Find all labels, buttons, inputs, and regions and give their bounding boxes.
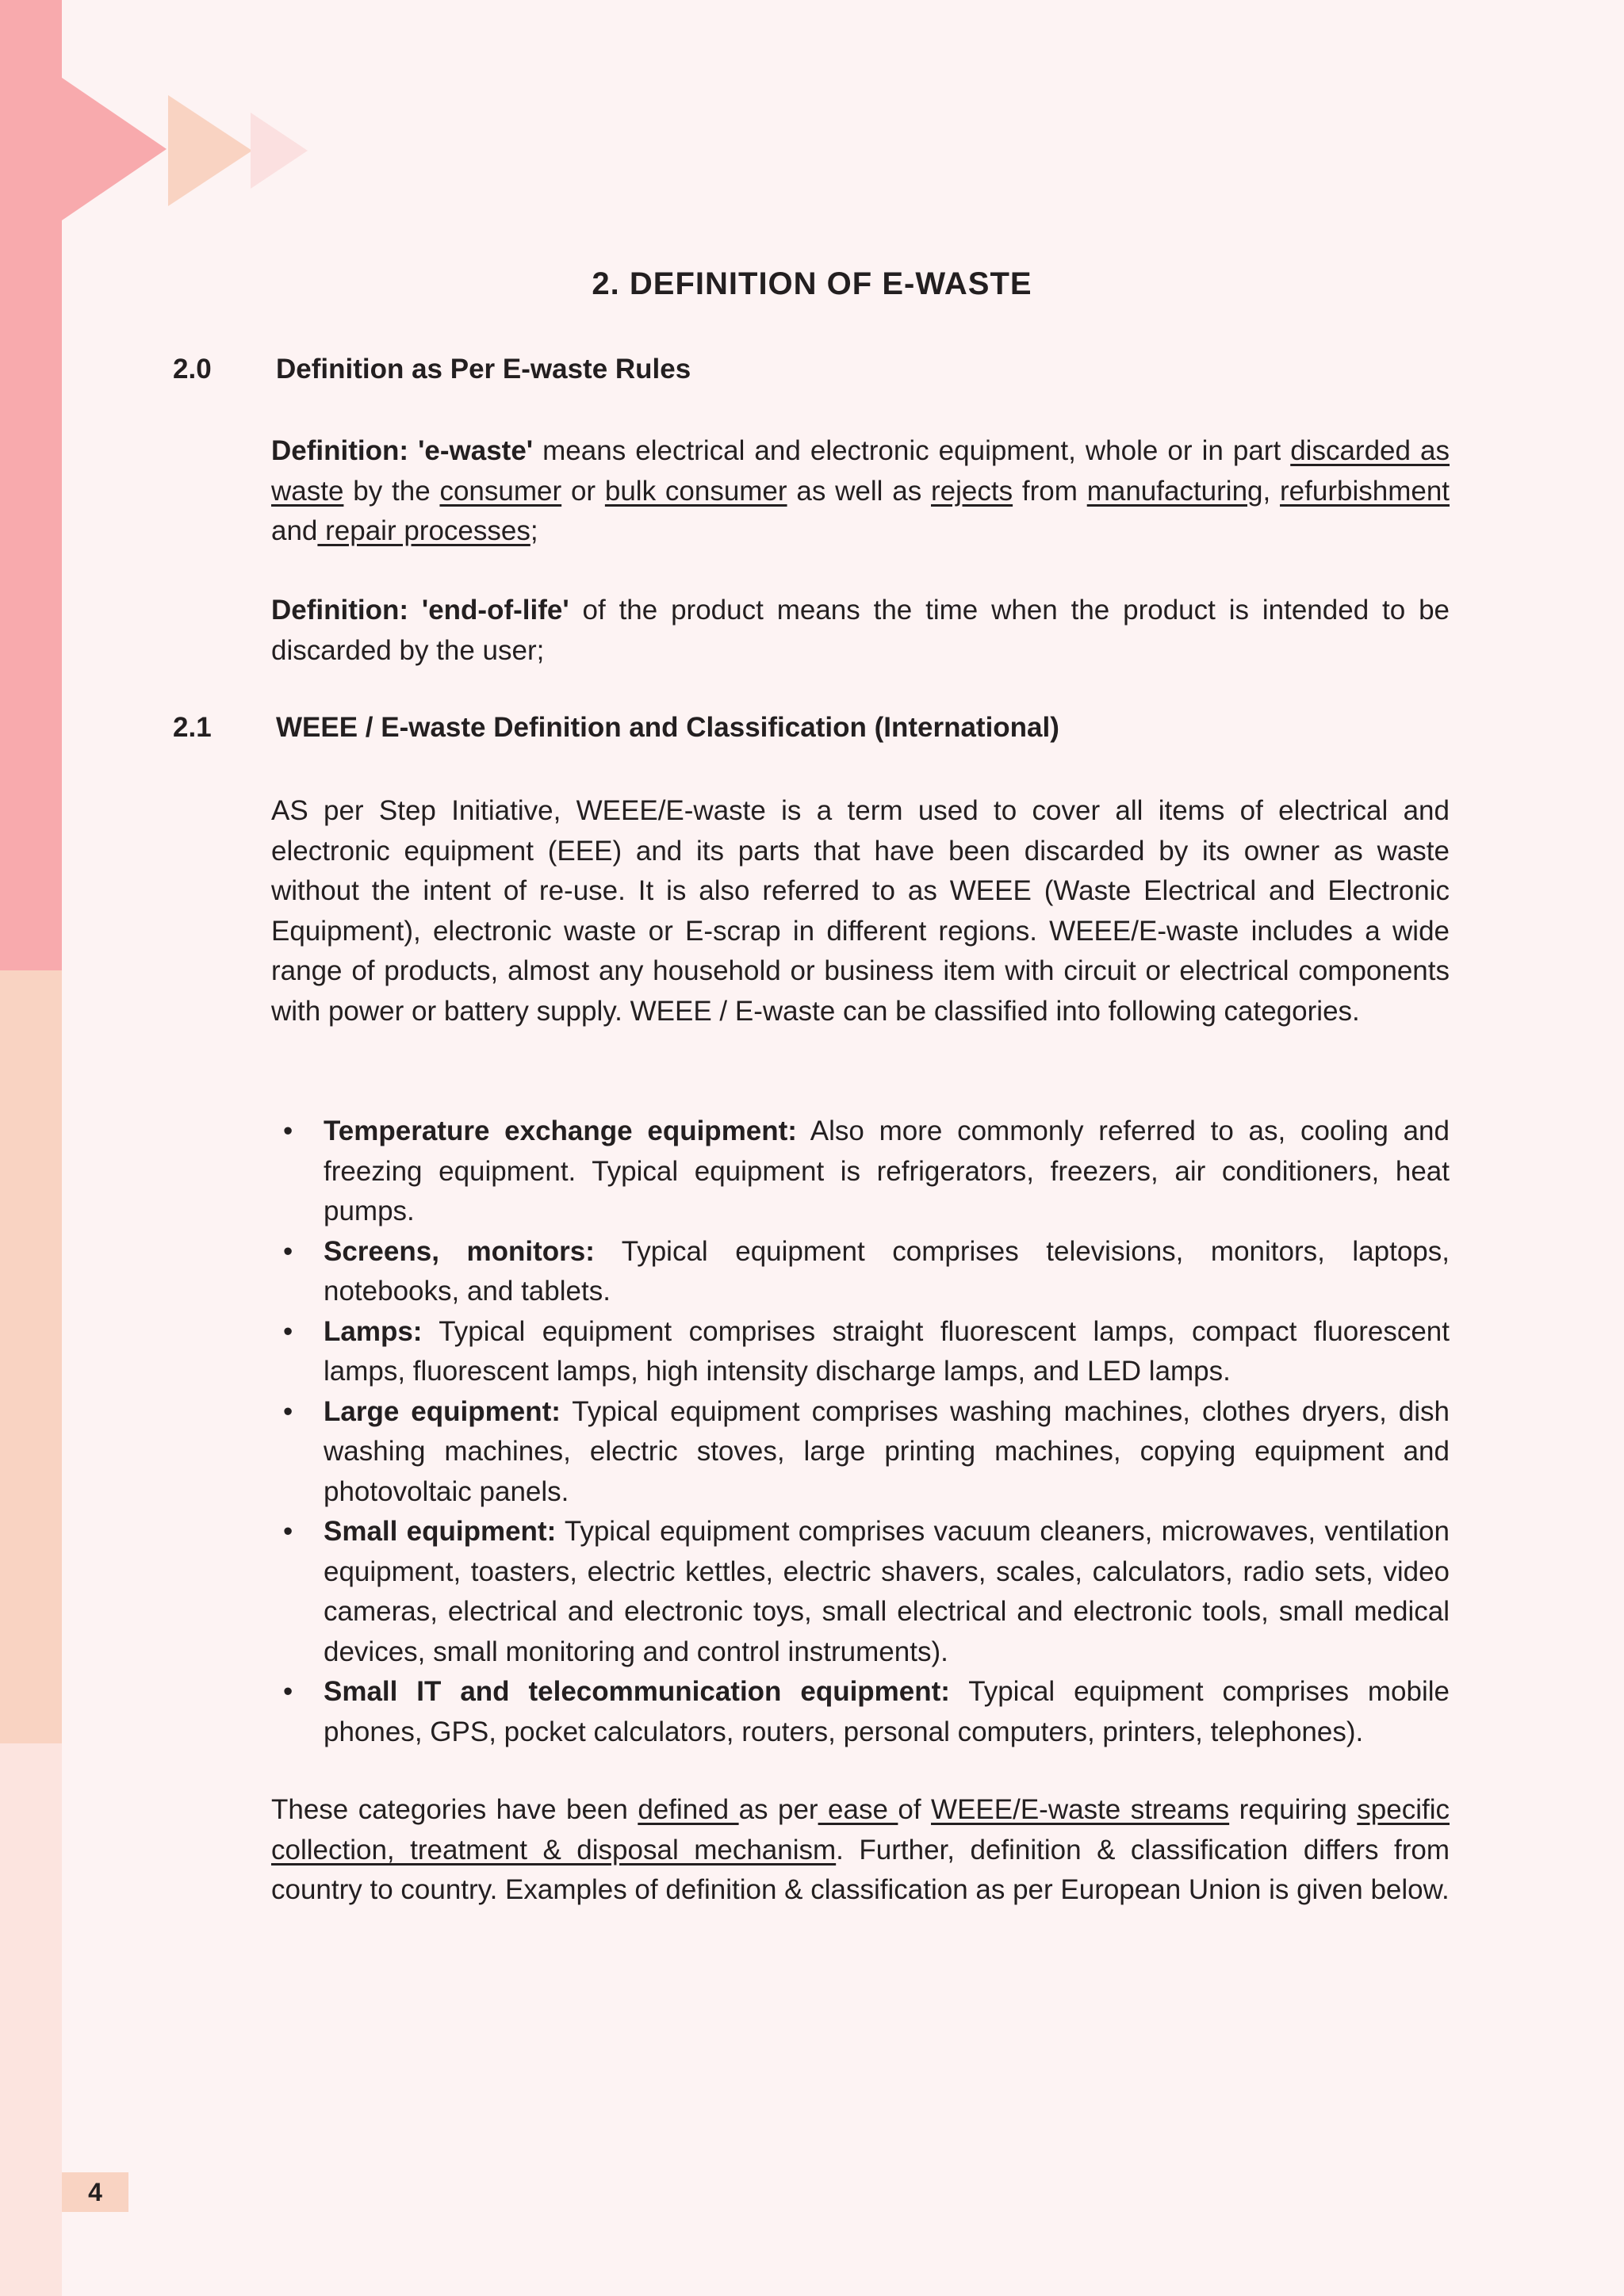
intro-paragraph: AS per Step Initiative, WEEE/E-waste is a term used to cover all items of electrical and electronic equipment (EEE) and its parts that have been discarded by its owner as waste without the intent of re-use. It is also referred to as WEEE (Waste Electrical and Electronic Equipment), electronic waste or E-scrap in different regions. WEEE/E-waste includes a wide range of products, almost any household or business item with circuit or electrical components with power or battery supply. WEEE / E-waste can be classified into following categories. xyxy=(271,795,1450,1027)
list-item: • Small IT and telecommunication equipment: Typical equipment comprises mobile phones, GPS, pocket calculators, routers, personal computers, printers, telephones). xyxy=(283,1676,1450,1747)
list-item: • Lamps: Typical equipment comprises straight fluorescent lamps, compact fluorescent lamps, fluorescent lamps, high intensity discharge lamps, and LED lamps. xyxy=(283,1315,1450,1387)
page-number: 4 xyxy=(62,2172,128,2212)
list-item: • Temperature exchange equipment: Also more commonly referred to as, cooling and freezing equipment. Typical equipment is refrigerators, freezers, air conditioners, heat pumps. xyxy=(283,1115,1450,1226)
term-link: discarded as waste xyxy=(271,435,1450,507)
list-item: • Small equipment: Typical equipment comprises vacuum cleaners, microwaves, ventilation equipment, toasters, electric kettles, electric shavers, scales, calculators, radio sets, video cameras, electrical and electronic toys, small electrical and electronic tools, small medical devices, small monitoring and control instruments). xyxy=(283,1516,1450,1667)
section-number-2-1: 2.1 xyxy=(173,712,212,743)
term-link: consumer xyxy=(439,475,562,507)
definition-label: Definition: 'e-waste' xyxy=(271,435,534,466)
section-heading-2-1: WEEE / E-waste Definition and Classification (International) xyxy=(276,712,1059,743)
definition-end-of-life: Definition: 'end-of-life' of the product means the time when the product is intended to be discarded by the user; xyxy=(271,595,1450,666)
decorative-arrows xyxy=(0,0,317,238)
term-link: rejects xyxy=(931,475,1013,507)
term-link: refurbishment xyxy=(1280,475,1450,507)
term-link: WEEE/E-waste streams xyxy=(931,1794,1230,1825)
left-color-band-peach xyxy=(0,970,62,1743)
arrow-large xyxy=(62,78,167,220)
term-link: bulk consumer xyxy=(604,475,787,507)
left-color-band-light xyxy=(0,1743,62,2296)
arrow-medium xyxy=(168,95,252,206)
definition-e-waste: Definition: 'e-waste' means electrical and electronic equipment, whole or in part discarded as waste by the consumer or bulk consumer as well as rejects from manufacturing, refurbishment and repair processes; xyxy=(271,435,1450,546)
term-link: ease xyxy=(818,1794,898,1825)
section-heading-2-0: Definition as Per E-waste Rules xyxy=(276,354,691,385)
closing-paragraph: These categories have been defined as per ease of WEEE/E-waste streams requiring specific collection, treatment & disposal mechanism. Further, definition & classification differs from country to country. Examples of definition & classification as per European Union is given below. xyxy=(271,1794,1450,1905)
section-number-2-0: 2.0 xyxy=(173,354,212,385)
arrow-small xyxy=(251,113,308,189)
term-link: manufacturing xyxy=(1086,475,1263,507)
term-link: specific collection, treatment & disposal mechanism xyxy=(271,1794,1450,1866)
definition-label: Definition: 'end-of-life' xyxy=(271,595,569,626)
page-title: 2. DEFINITION OF E-WASTE xyxy=(592,266,1032,301)
list-item: • Screens, monitors: Typical equipment comprises televisions, monitors, laptops, notebooks, and tablets. xyxy=(283,1235,1450,1307)
term-link: defined xyxy=(638,1794,739,1825)
term-link: repair processes xyxy=(317,515,530,546)
list-item: • Large equipment: Typical equipment comprises washing machines, clothes dryers, dish washing machines, electric stoves, large printing machines, copying equipment and photovoltaic panels. xyxy=(283,1395,1450,1507)
category-list xyxy=(271,1112,1450,1752)
